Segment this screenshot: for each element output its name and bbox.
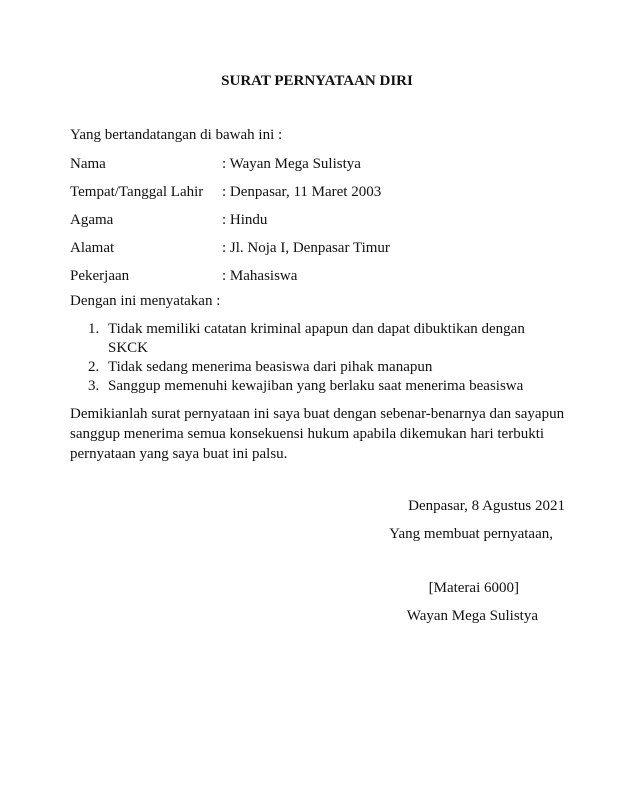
statement-item — [88, 377, 548, 396]
document-title: SURAT PERNYATAAN DIRI — [221, 73, 413, 89]
field-label: Alamat — [70, 240, 115, 256]
field-label: Agama — [70, 212, 114, 228]
signature-role: Yang membuat pernyataan, — [389, 526, 553, 542]
stamp-placeholder: [Materai 6000] — [428, 580, 519, 596]
field-value: : Jl. Noja I, Denpasar Timur — [222, 240, 390, 256]
field-label: Nama — [70, 156, 106, 172]
statement-item — [88, 320, 548, 358]
field-value: : Hindu — [222, 212, 268, 228]
field-label: Pekerjaan — [70, 268, 130, 284]
field-label: Tempat/Tanggal Lahir — [70, 184, 204, 200]
field-value: : Wayan Mega Sulistya — [222, 156, 361, 172]
statement-item — [88, 358, 548, 377]
declaration-heading: Dengan ini menyatakan : — [70, 293, 221, 309]
intro-text: Yang bertandatangan di bawah ini : — [70, 127, 283, 143]
statement-text: Tidak sedang menerima beasiswa dari pihak manapun — [108, 359, 433, 375]
closing-paragraph: Demikianlah surat pernyataan ini saya buat dengan sebenar-benarnya dan sayapun sanggup menerima semua konsekuensi hukum apabila dikemukan hari terbukti pernyataan yang saya buat ini palsu. — [70, 406, 565, 462]
statement-list — [88, 320, 548, 396]
field-value: : Denpasar, 11 Maret 2003 — [222, 184, 382, 200]
signatory-name: Wayan Mega Sulistya — [406, 608, 538, 624]
statement-number: 3. — [88, 378, 100, 394]
statement-text: Tidak memiliki catatan kriminal apapun dan dapat dibuktikan dengan SKCK — [108, 321, 525, 356]
field-value: : Mahasiswa — [222, 268, 298, 284]
statement-number: 1. — [88, 321, 100, 337]
statement-number: 2. — [88, 359, 100, 375]
signature-place-date: Denpasar, 8 Agustus 2021 — [408, 498, 565, 514]
statement-text: Sanggup memenuhi kewajiban yang berlaku saat menerima beasiswa — [108, 378, 524, 394]
